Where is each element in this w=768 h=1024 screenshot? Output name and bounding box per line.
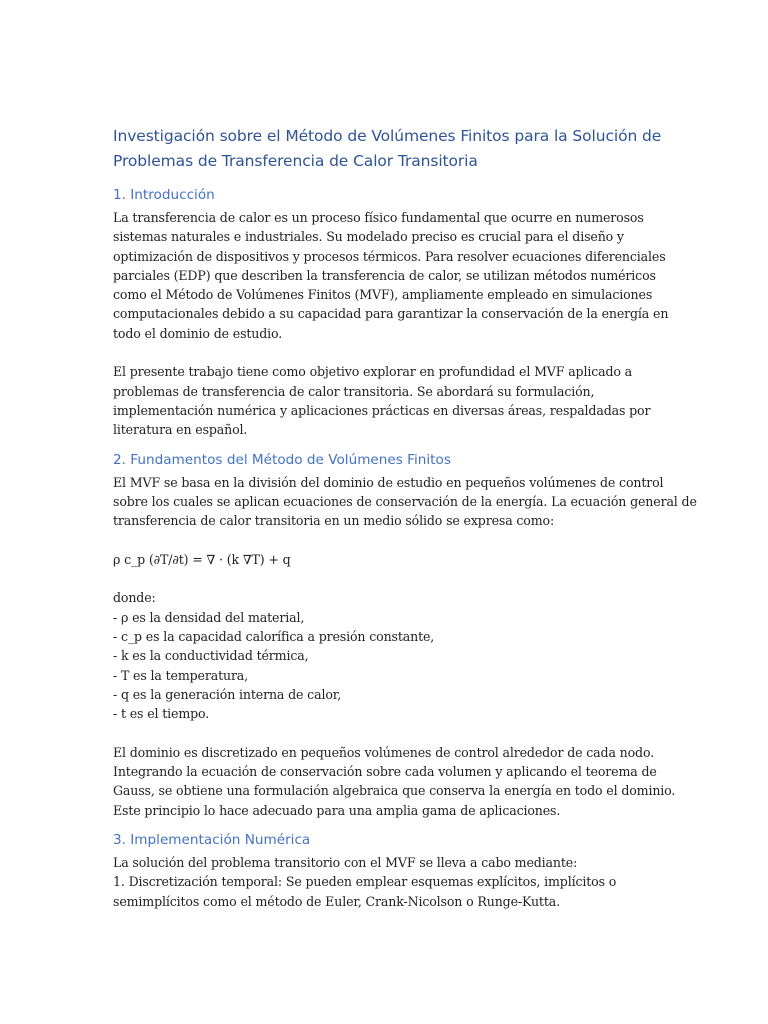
- paragraph-spacer: [113, 723, 661, 742]
- list-item: 1. Discretización temporal: Se pueden emplear esquemas explícitos, implícitos o: [113, 874, 617, 890]
- text-line: sobre los cuales se aplican ecuaciones de conservación de la energía. La ecuación general de: [113, 493, 697, 509]
- text-line: semimplícitos como el método de Euler, Crank-Nicolson o Runge-Kutta.: [113, 893, 560, 909]
- text-line: todo el dominio de estudio.: [113, 325, 283, 341]
- list-item: - q es la generación interna de calor,: [113, 686, 342, 702]
- paragraph-spacer: [113, 343, 661, 362]
- text-line: problemas de transferencia de calor transitoria. Se abordará su formulación,: [113, 383, 595, 399]
- text-line: El MVF se basa en la división del dominio de estudio en pequeños volúmenes de control: [113, 474, 664, 490]
- document-body: [113, 124, 697, 911]
- text-line: transferencia de calor transitoria en un medio sólido se expresa como:: [113, 513, 555, 529]
- title-line: Problemas de Transferencia de Calor Transitoria: [113, 152, 478, 170]
- text-line: La transferencia de calor es un proceso físico fundamental que ocurre en numerosos: [113, 210, 644, 225]
- text-line: parciales (EDP) que describen la transferencia de calor, se utilizan métodos numéricos: [113, 267, 656, 283]
- list-item: - T es la temperatura,: [113, 667, 249, 683]
- paragraph-spacer: [113, 530, 661, 549]
- text-line: literatura en español.: [113, 422, 248, 438]
- list-item: - t es el tiempo.: [113, 706, 210, 722]
- equation: ρ c_p (∂T/∂t) = ∇ · (k ∇T) + q: [113, 551, 291, 567]
- document-title: [113, 124, 661, 174]
- section-heading-fundamentals: 2. Fundamentos del Método de Volúmenes Finitos: [113, 451, 451, 468]
- text-line: optimización de dispositivos y procesos térmicos. Para resolver ecuaciones diferenciales: [113, 248, 666, 264]
- text-line: computacionales debido a su capacidad para garantizar la conservación de la energía en: [113, 306, 669, 322]
- text-line: Integrando la ecuación de conservación sobre cada volumen y aplicando el teorema de: [113, 764, 657, 780]
- text-line: El dominio es discretizado en pequeños volúmenes de control alrededor de cada nodo.: [113, 744, 655, 760]
- text-line: La solución del problema transitorio con el MVF se lleva a cabo mediante:: [113, 854, 578, 870]
- text-line: donde:: [113, 590, 156, 606]
- paragraph: [113, 473, 697, 820]
- title-line: Investigación sobre el Método de Volúmenes Finitos para la Solución de: [113, 127, 662, 145]
- list-item: - ρ es la densidad del material,: [113, 609, 305, 625]
- section-heading-introduction: 1. Introducción: [113, 187, 215, 203]
- paragraph-spacer: [113, 569, 661, 588]
- text-line: sistemas naturales e industriales. Su modelado preciso es crucial para el diseño y: [113, 229, 624, 245]
- text-line: Este principio lo hace adecuado para una amplia gama de aplicaciones.: [113, 802, 561, 818]
- section-heading-numerical-implementation: 3. Implementación Numérica: [113, 831, 311, 848]
- text-line: El presente trabajo tiene como objetivo explorar en profundidad el MVF aplicado a: [113, 364, 633, 380]
- text-line: como el Método de Volúmenes Finitos (MVF), ampliamente empleado en simulaciones: [113, 287, 653, 303]
- paragraph: [113, 853, 661, 911]
- list-item: - k es la conductividad térmica,: [113, 648, 309, 664]
- text-line: implementación numérica y aplicaciones prácticas en diversas áreas, respaldadas por: [113, 402, 651, 418]
- list-item: - c_p es la capacidad calorífica a presión constante,: [113, 628, 435, 644]
- text-line: Gauss, se obtiene una formulación algebraica que conserva la energía en todo el dominio.: [113, 783, 676, 799]
- paragraph: [113, 208, 669, 440]
